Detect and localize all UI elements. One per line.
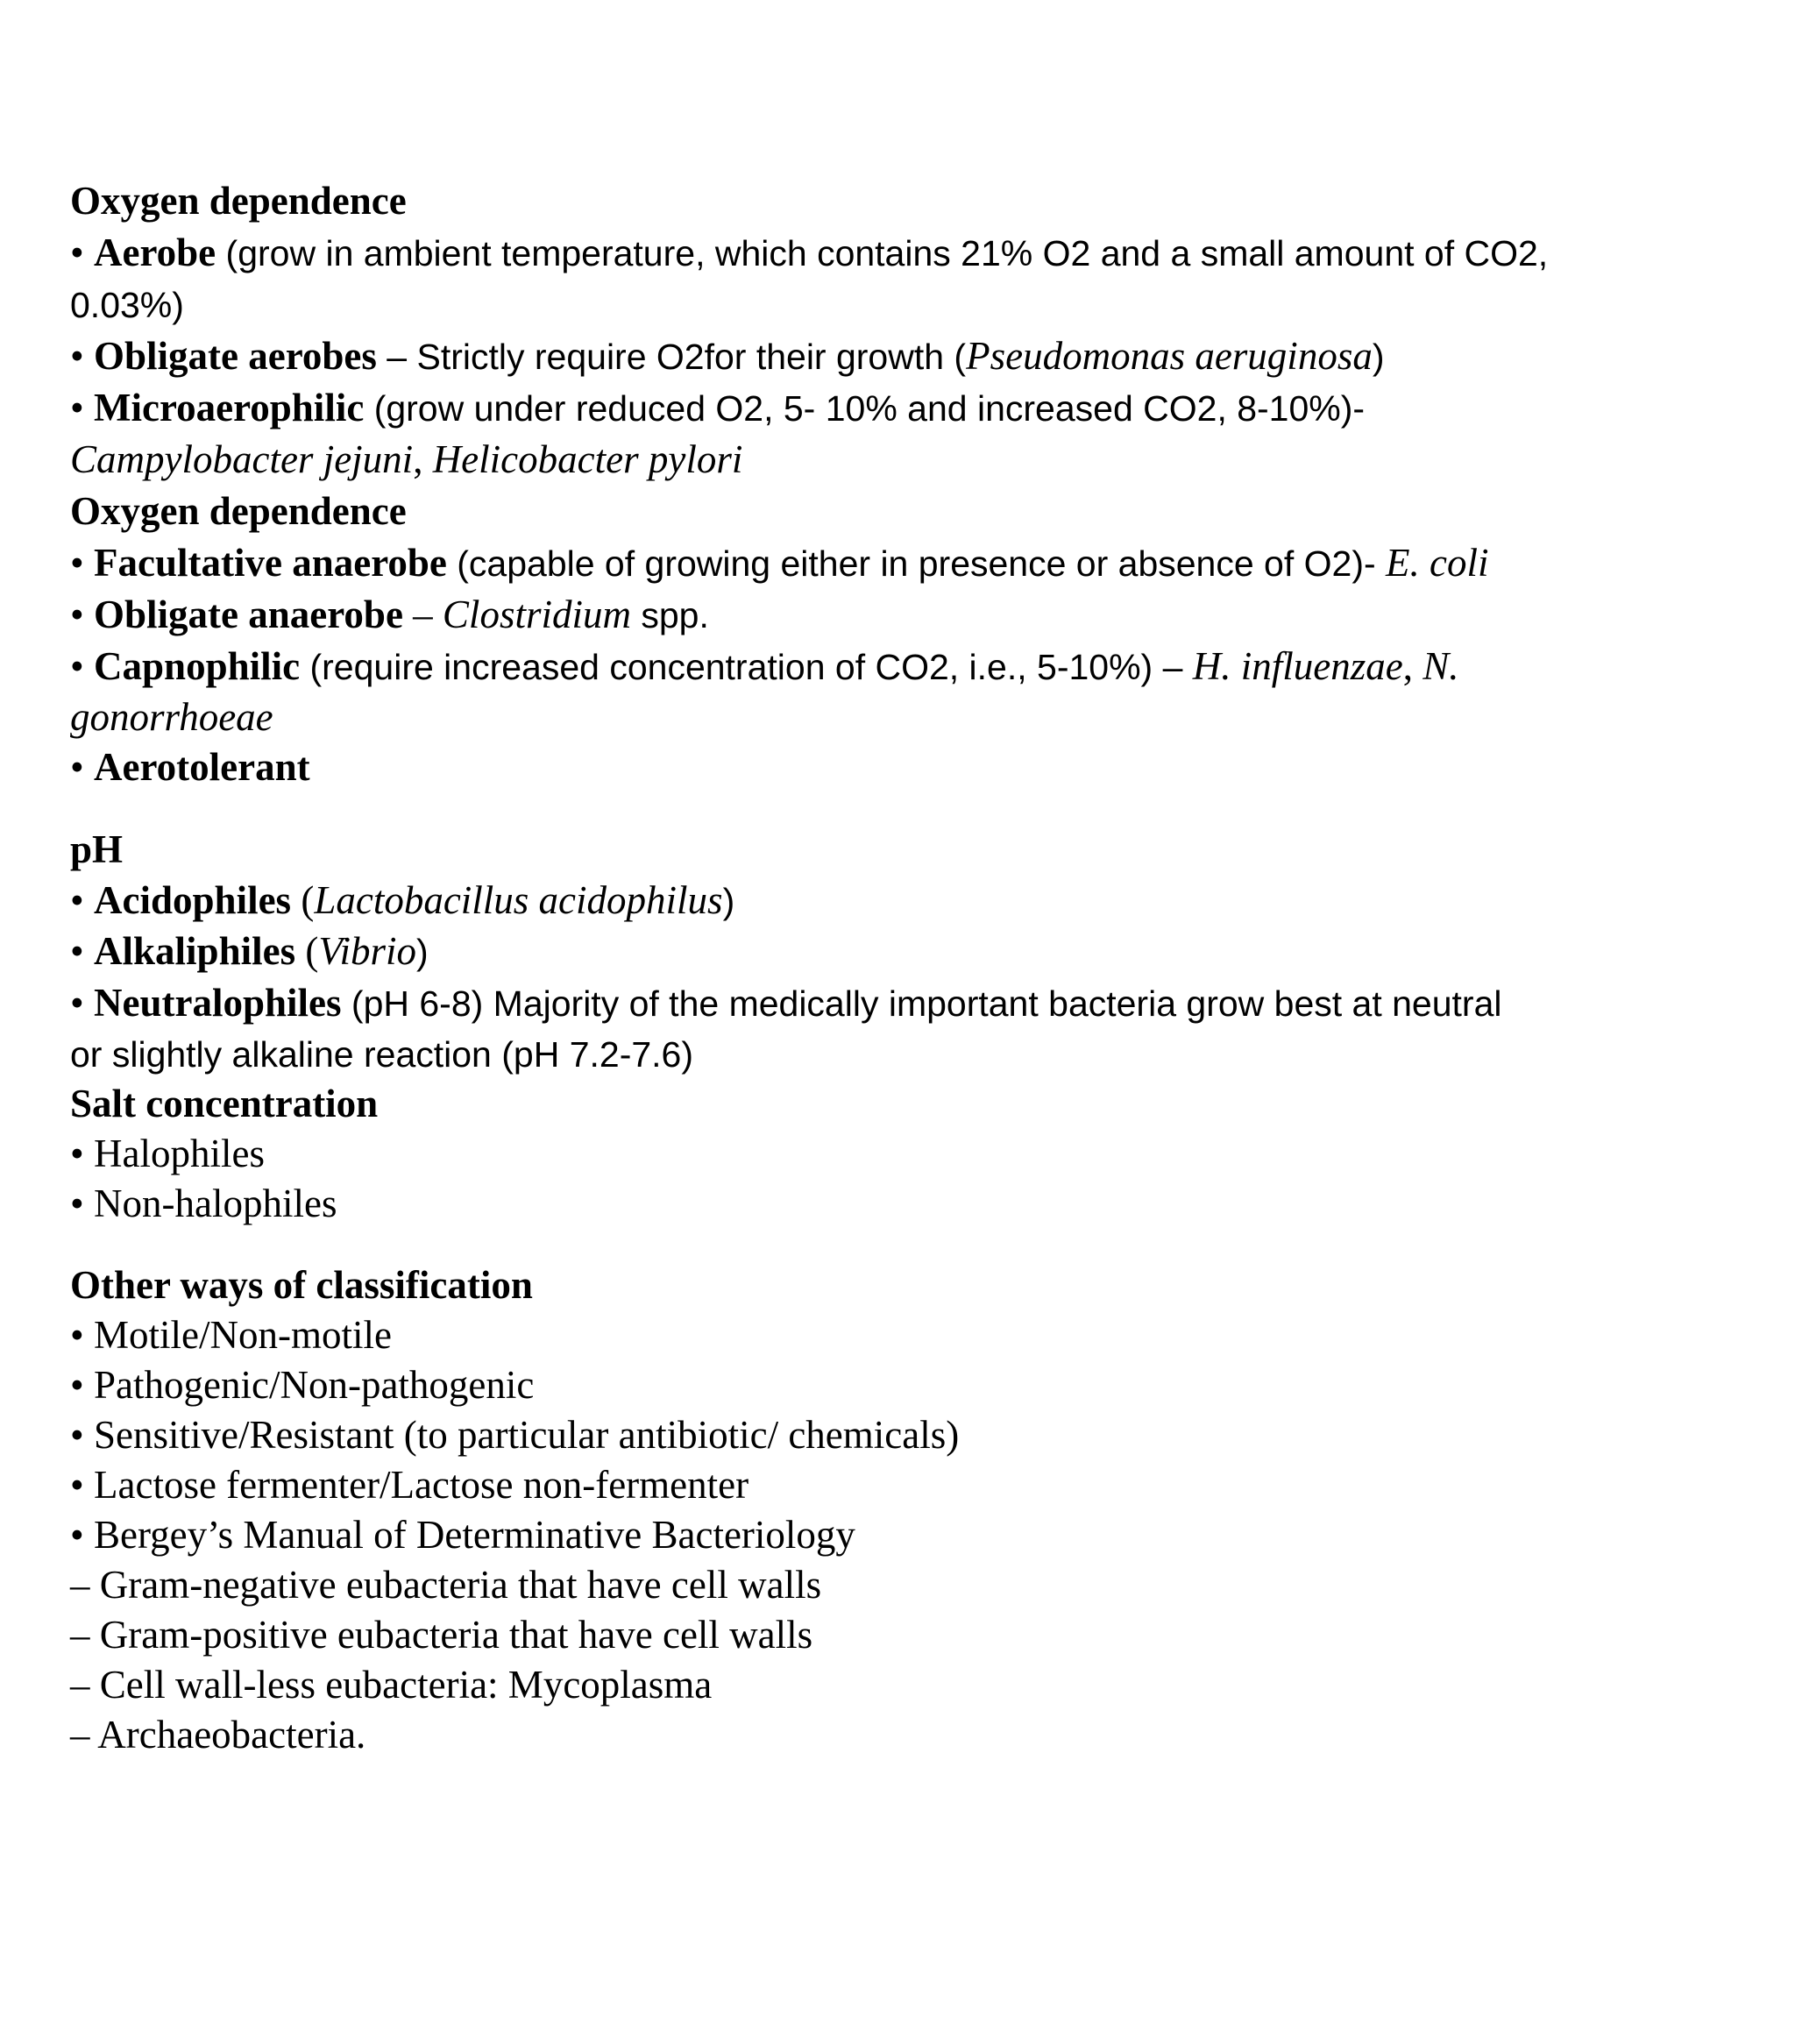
list-item-halophiles: • Halophiles	[70, 1132, 265, 1175]
bullet: •	[70, 929, 95, 973]
list-item-neutralophiles	[70, 977, 1735, 1029]
facultative-description: (capable of growing either in presence or absence of O2)-	[446, 543, 1387, 584]
bullet: •	[70, 386, 95, 429]
term-microaerophilic: Microaerophilic	[94, 386, 365, 429]
term-aerotolerant: Aerotolerant	[94, 745, 310, 789]
bullet: •	[70, 541, 95, 585]
list-item: • Sensitive/Resistant (to particular antibiotic/ chemicals)	[70, 1413, 960, 1457]
example-campylobacter: Campylobacter jejuni	[70, 437, 414, 481]
capnophilic-description: (require increased concentration of CO2, i.e., 5-10%) –	[300, 647, 1193, 687]
list-item-microaerophilic-examples	[70, 434, 1735, 486]
example-clostridium: Clostridium	[442, 593, 631, 636]
bullet: •	[70, 593, 95, 636]
section-heading-oxygen-dependence: Oxygen dependence	[70, 179, 407, 223]
list-item: • Pathogenic/Non-pathogenic	[70, 1363, 535, 1407]
list-item-aerobe	[70, 227, 1735, 279]
term-alkaliphiles: Alkaliphiles	[94, 929, 296, 973]
aerobe-description: (grow in ambient temperature, which contains 21% O2 and a small amount of CO2,	[216, 233, 1549, 273]
microaerophilic-description: (grow under reduced O2, 5- 10% and increased CO2, 8-10%)-	[364, 388, 1366, 429]
obligate-aerobes-description: – Strictly require O2for their growth (	[376, 337, 967, 377]
list-item-obligate-anaerobe	[70, 589, 1735, 641]
list-item-neutralophiles-continued	[70, 1029, 1735, 1079]
list-item: – Gram-negative eubacteria that have cell walls	[70, 1563, 822, 1607]
list-item-microaerophilic	[70, 382, 1735, 434]
example-e-coli: E. coli	[1386, 541, 1489, 585]
close-paren: )	[722, 881, 735, 921]
section-heading-ph: pH	[70, 827, 124, 871]
list-item-alkaliphiles	[70, 926, 1735, 977]
example-h-influenzae: H. influenzae	[1192, 644, 1403, 688]
list-item-non-halophiles: • Non-halophiles	[70, 1182, 337, 1225]
bullet: •	[70, 745, 95, 789]
document-page	[70, 175, 1735, 1760]
list-item: – Cell wall-less eubacteria: Mycoplasma	[70, 1663, 713, 1707]
list-item-acidophiles	[70, 876, 1735, 926]
term-acidophiles: Acidophiles	[94, 878, 292, 922]
close-paren: )	[416, 932, 429, 972]
spacer	[70, 1229, 1735, 1260]
list-item-capnophilic-continued	[70, 692, 1735, 742]
term-aerobe: Aerobe	[94, 231, 216, 274]
list-item: • Bergey’s Manual of Determinative Bacteriology	[70, 1513, 855, 1557]
close-paren: )	[1372, 337, 1385, 377]
list-item-capnophilic	[70, 641, 1735, 692]
example-gonorrhoeae: gonorrhoeae	[70, 695, 273, 739]
example-n: N.	[1423, 644, 1459, 688]
term-neutralophiles: Neutralophiles	[94, 981, 342, 1025]
neutralophiles-description-continued: or slightly alkaline reaction (pH 7.2-7.6)	[70, 1034, 693, 1075]
separator: ,	[413, 437, 433, 481]
bullet: •	[70, 334, 95, 378]
list-item: • Motile/Non-motile	[70, 1313, 392, 1357]
section-heading-other-classification: Other ways of classification	[70, 1263, 533, 1307]
dash: –	[402, 593, 443, 636]
example-helicobacter: Helicobacter pylori	[432, 437, 743, 481]
aerobe-description-continued: 0.03%)	[70, 285, 184, 325]
spacer	[70, 792, 1735, 824]
list-item: • Lactose fermenter/Lactose non-fermenter	[70, 1463, 749, 1507]
term-obligate-aerobes: Obligate aerobes	[94, 334, 377, 378]
list-item-aerotolerant	[70, 742, 1735, 792]
bullet: •	[70, 981, 95, 1025]
term-facultative-anaerobe: Facultative anaerobe	[94, 541, 447, 585]
separator: ,	[1402, 644, 1423, 688]
section-heading-salt-concentration: Salt concentration	[70, 1082, 379, 1125]
list-item: – Archaeobacteria.	[70, 1713, 366, 1757]
term-capnophilic: Capnophilic	[94, 644, 301, 688]
neutralophiles-description: (pH 6-8) Majority of the medically important bacteria grow best at neutral	[341, 983, 1502, 1024]
open-paren: (	[295, 929, 319, 973]
section-heading-oxygen-dependence-2: Oxygen dependence	[70, 489, 407, 533]
example-lactobacillus: Lactobacillus acidophilus	[314, 878, 723, 922]
example-pseudomonas: Pseudomonas aeruginosa	[966, 334, 1373, 378]
open-paren: (	[291, 878, 315, 922]
bullet: •	[70, 878, 95, 922]
term-obligate-anaerobe: Obligate anaerobe	[94, 593, 403, 636]
bullet: •	[70, 231, 95, 274]
list-item: – Gram-positive eubacteria that have cell walls	[70, 1613, 813, 1657]
list-item-facultative-anaerobe	[70, 537, 1735, 589]
list-item-aerobe-continued	[70, 279, 1735, 330]
spp-suffix: spp.	[630, 595, 709, 635]
list-item-obligate-aerobes	[70, 330, 1735, 382]
example-vibrio: Vibrio	[318, 929, 417, 973]
bullet: •	[70, 644, 95, 688]
